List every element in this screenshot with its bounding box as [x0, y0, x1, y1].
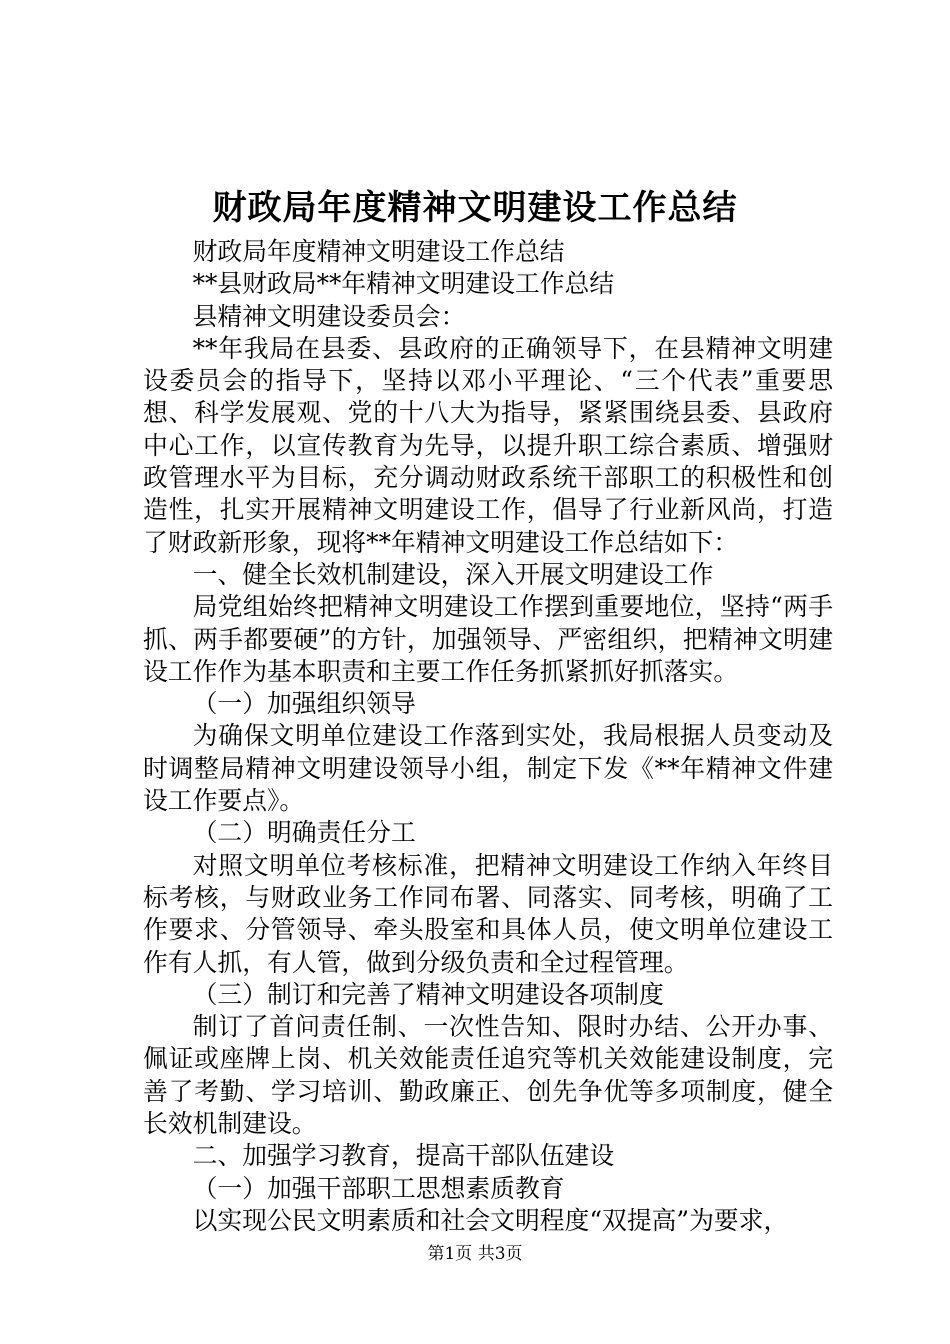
paragraph: 为确保文明单位建设工作落到实处，我局根据人员变动及时调整局精神文明建设领导小组，制定下发《**年精神文件建设工作要点》。	[143, 721, 833, 816]
subsection-heading: （二）明确责任分工	[192, 818, 416, 848]
subsection-heading: （一）加强干部职工思想素质教育	[192, 1173, 565, 1203]
paragraph: 制订了首问责任制、一次性告知、限时办结、公开办事、佩证或座牌上岗、机关效能责任追究等机关效能建设制度，完善了考勤、学习培训、勤政廉正、创先争优等多项制度，健全长效机制建设。	[143, 1012, 833, 1139]
paragraph: 对照文明单位考核标准，把精神文明建设工作纳入年终目标考核，与财政业务工作同布署、同落实、同考核，明确了工作要求、分管领导、牵头股室和具体人员，使文明单位建设工作有人抓，有人管，做到分级负责和全过程管理。	[143, 850, 833, 977]
paragraph: 县精神文明建设委员会：	[192, 301, 466, 331]
subsection-heading: （三）制订和完善了精神文明建设各项制度	[192, 979, 664, 1009]
paragraph: 以实现公民文明素质和社会文明程度“双提高”为要求，	[192, 1205, 789, 1235]
paragraph: 财政局年度精神文明建设工作总结	[192, 237, 565, 266]
page-number-footer: 第1页 共3页	[427, 1244, 523, 1264]
section-heading: 一、健全长效机制建设，深入开展文明建设工作	[192, 559, 714, 589]
document-body	[143, 236, 833, 1237]
section-heading: 二、加强学习教育，提高干部队伍建设	[192, 1141, 615, 1171]
document-title: 财政局年度精神文明建设工作总结	[212, 188, 738, 228]
paragraph: **年我局在县委、县政府的正确领导下，在县精神文明建设委员会的指导下，坚持以邓小平理论、“三个代表”重要思想、科学发展观、党的十八大为指导，紧紧围绕县委、县政府中心工作，以宣传教育为先导，以提升职工综合素质、增强财政管理水平为目标，充分调动财政系统干部职工的积极性和创造性，扎实开展精神文明建设工作，倡导了行业新风尚，打造了财政新形象，现将**年精神文明建设工作总结如下：	[143, 333, 833, 557]
paragraph: 局党组始终把精神文明建设工作摆到重要地位，坚持“两手抓、两手都要硬”的方针，加强领导、严密组织，把精神文明建设工作作为基本职责和主要工作任务抓紧抓好抓落实。	[143, 592, 833, 686]
paragraph: **县财政局**年精神文明建设工作总结	[192, 269, 615, 299]
subsection-heading: （一）加强组织领导	[192, 689, 416, 719]
